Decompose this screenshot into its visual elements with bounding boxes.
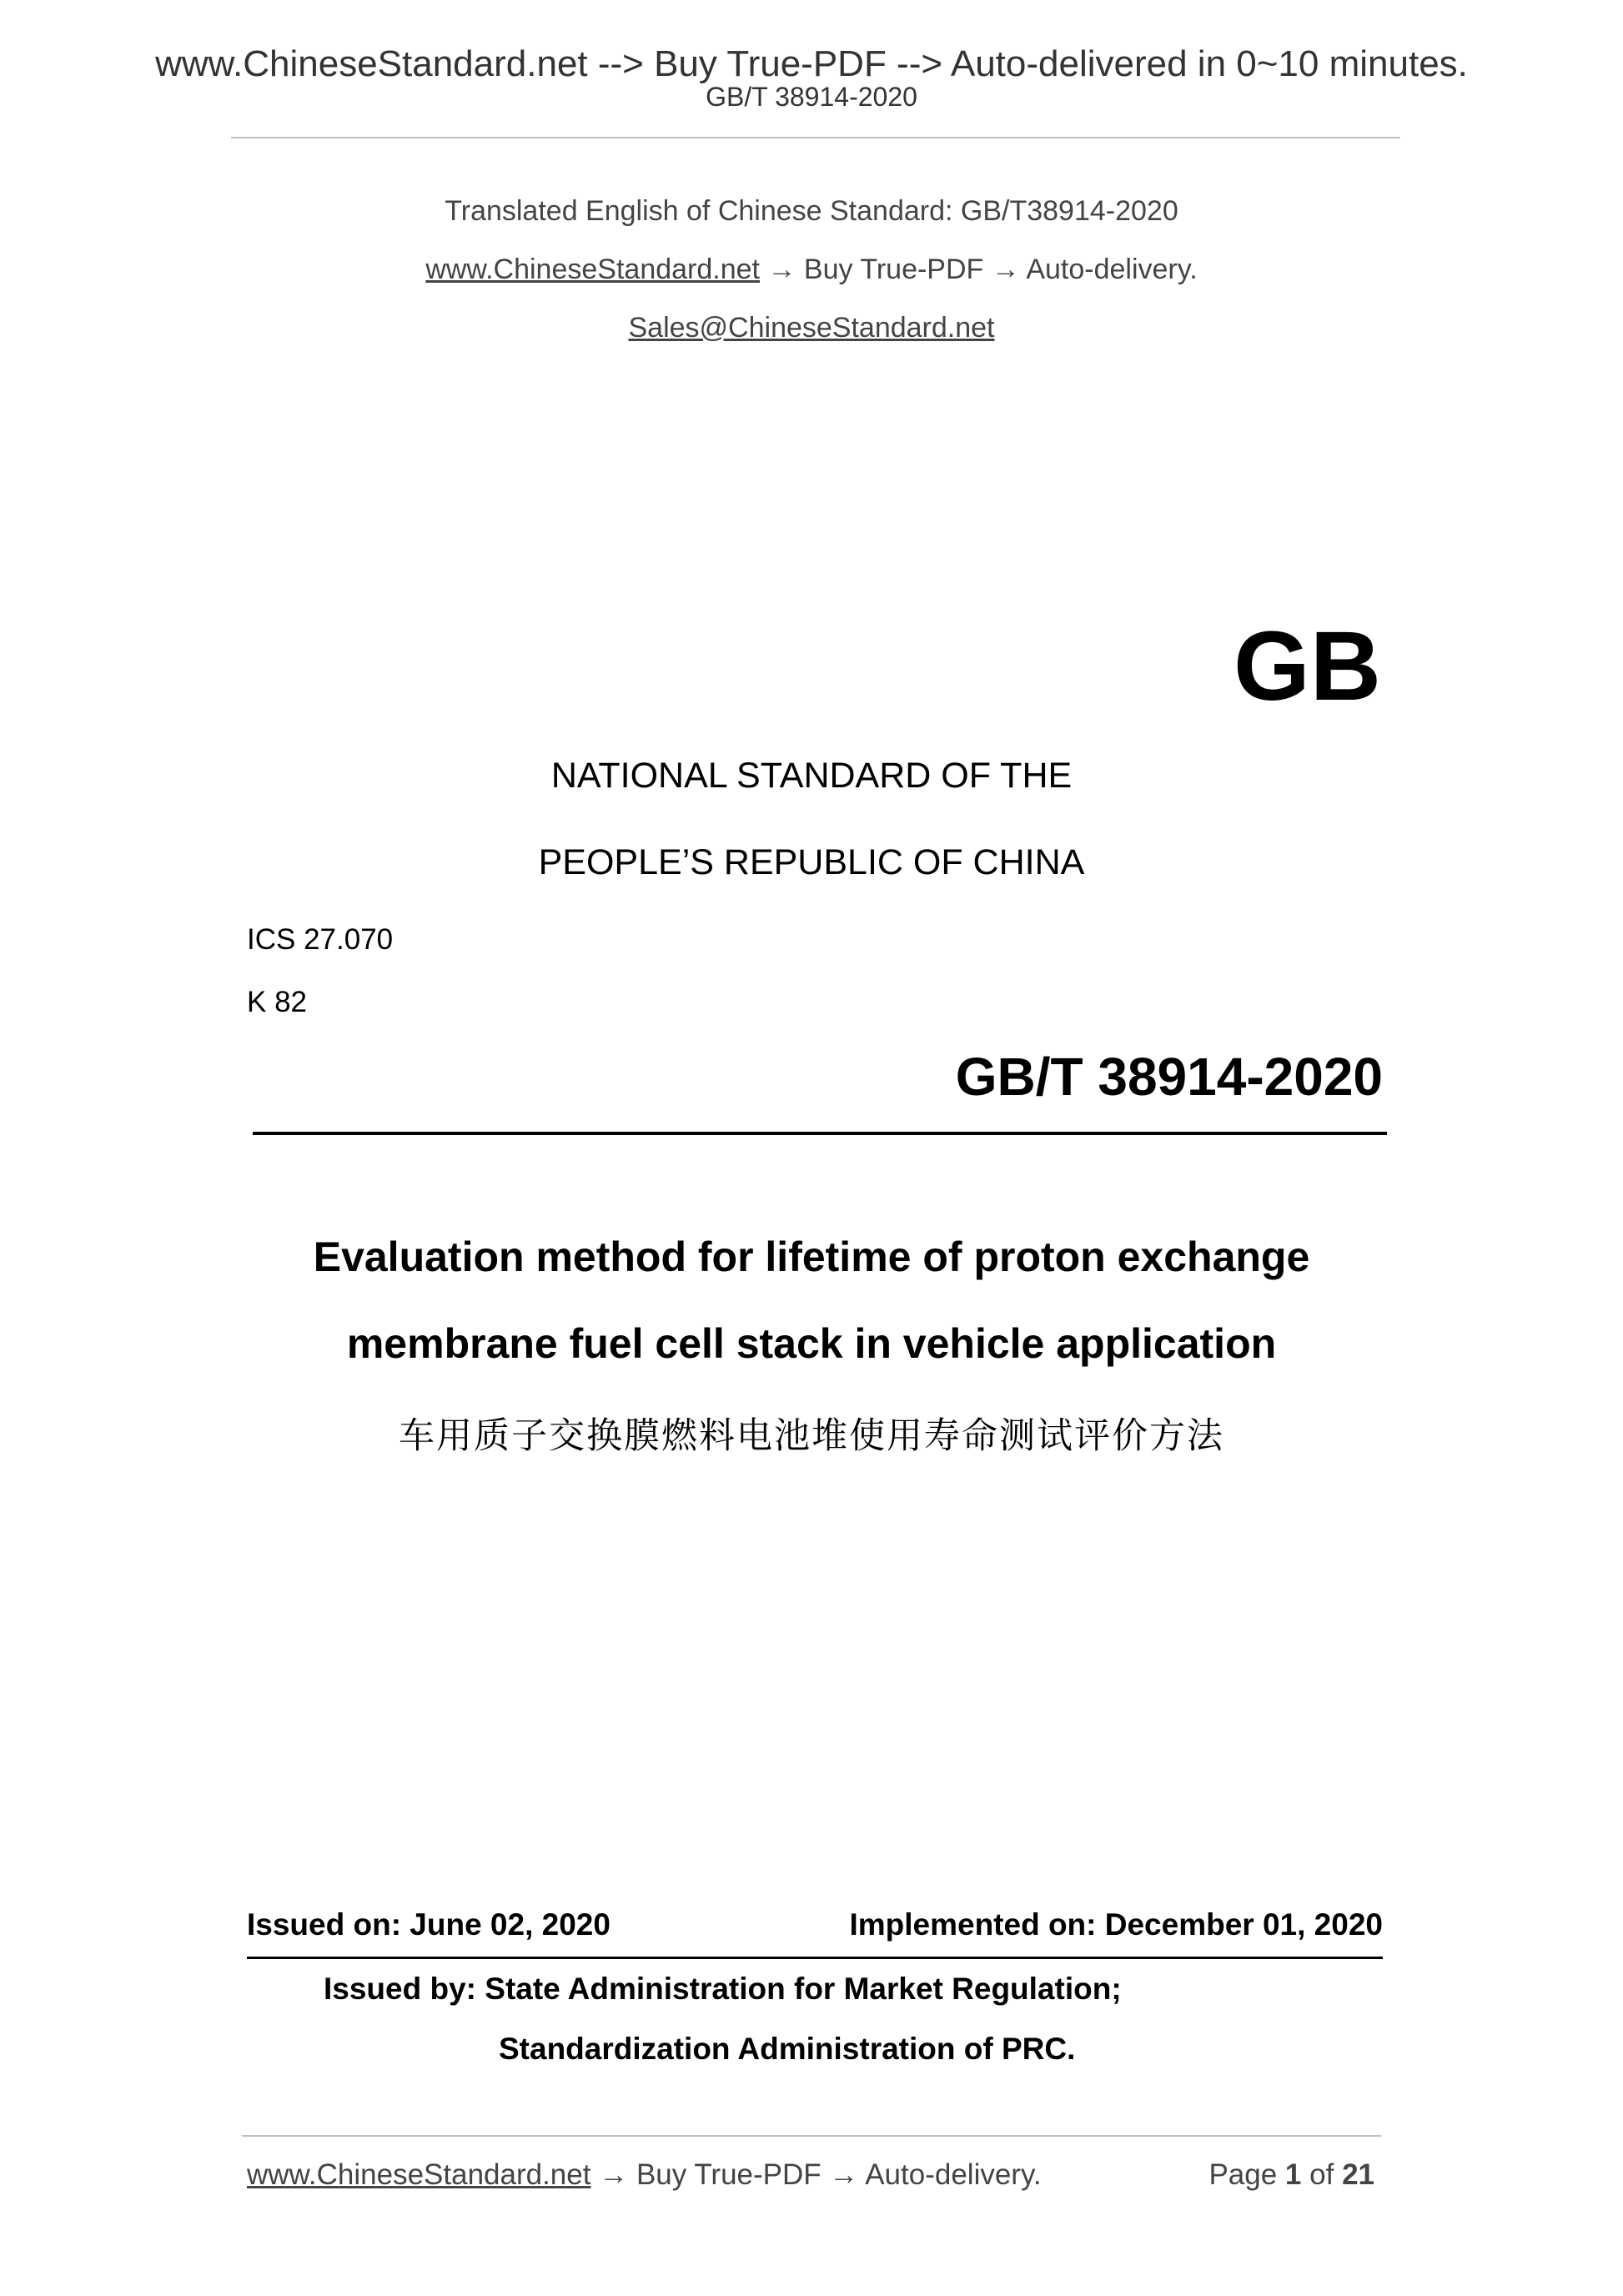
national-line-2: PEOPLE’S REPUBLIC OF CHINA bbox=[538, 842, 1085, 882]
header-divider bbox=[231, 137, 1400, 138]
site-link[interactable]: www.ChineseStandard.net bbox=[425, 254, 760, 285]
page-number: 1 bbox=[1284, 2158, 1302, 2191]
buy-text: Buy True-PDF bbox=[803, 254, 984, 285]
translated-line: Translated English of Chinese Standard: GB/T38914-2020 bbox=[445, 195, 1178, 227]
page-indicator bbox=[1208, 2158, 1374, 2192]
issued-by-line-1: Issued by: State Administration for Market Regulation; bbox=[324, 1972, 1122, 2006]
ics-code: ICS 27.070 bbox=[247, 923, 394, 956]
gb-mark: GB bbox=[1234, 611, 1381, 721]
standard-number: GB/T 38914-2020 bbox=[955, 1047, 1383, 1107]
arrow-icon: → bbox=[829, 2158, 859, 2191]
arrow-icon: → bbox=[767, 254, 796, 285]
arrow-icon: → bbox=[991, 254, 1020, 285]
page-total: 21 bbox=[1342, 2158, 1374, 2191]
standard-number-rule bbox=[253, 1132, 1387, 1135]
top-banner: www.ChineseStandard.net --> Buy True-PDF --> Auto-delivered in 0~10 minutes. bbox=[155, 43, 1468, 84]
class-code: K 82 bbox=[247, 986, 307, 1018]
footer-auto-text: Auto-delivery. bbox=[865, 2158, 1042, 2191]
footer-site-link[interactable]: www.ChineseStandard.net bbox=[247, 2158, 591, 2191]
footer-buy-text: Buy True-PDF bbox=[636, 2158, 822, 2191]
intro-delivery-line bbox=[0, 254, 1623, 286]
title-line-1: Evaluation method for lifetime of proton exchange bbox=[313, 1233, 1310, 1280]
issued-by-line-2: Standardization Administration of PRC. bbox=[499, 2032, 1076, 2066]
email-row bbox=[0, 312, 1623, 344]
page-word: Page bbox=[1208, 2158, 1278, 2191]
arrow-icon: → bbox=[599, 2158, 629, 2191]
of-word: of bbox=[1309, 2158, 1334, 2191]
running-header: GB/T 38914-2020 bbox=[706, 82, 917, 112]
dates-rule bbox=[247, 1957, 1383, 1959]
title-chinese: 车用质子交换膜燃料电池堆使用寿命测试评价方法 bbox=[399, 1415, 1224, 1457]
footer-delivery-line bbox=[247, 2158, 1042, 2192]
auto-delivery-text: Auto-delivery. bbox=[1026, 254, 1198, 285]
footer-divider bbox=[242, 2135, 1381, 2137]
title-line-2: membrane fuel cell stack in vehicle application bbox=[346, 1320, 1277, 1367]
email-link[interactable]: Sales@ChineseStandard.net bbox=[628, 312, 995, 344]
issued-on: Issued on: June 02, 2020 bbox=[247, 1907, 611, 1942]
national-line-1: NATIONAL STANDARD OF THE bbox=[550, 756, 1073, 796]
implemented-on: Implemented on: December 01, 2020 bbox=[849, 1907, 1383, 1942]
